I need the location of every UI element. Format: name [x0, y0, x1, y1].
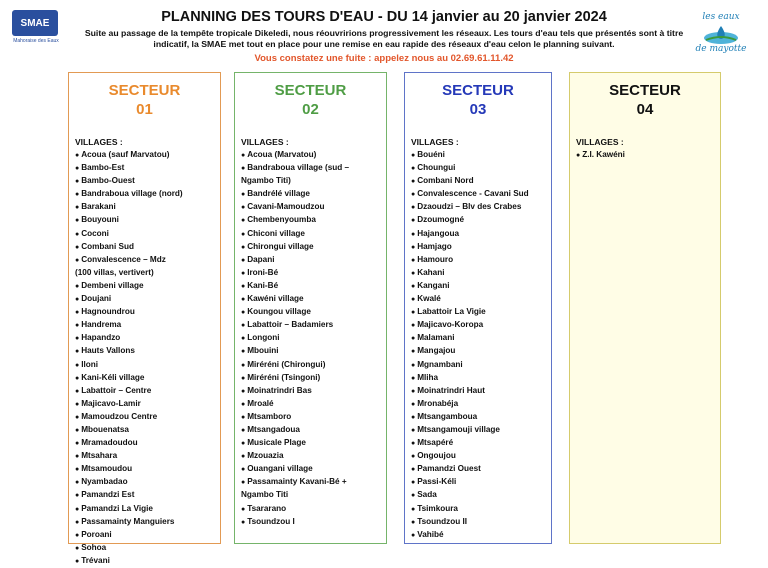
smae-logo-tagline: Mahoraise des Eaux	[13, 38, 59, 44]
village-item: ● Dembeni village	[75, 280, 220, 293]
sector-01-village-list	[69, 149, 220, 568]
village-item: ● Mgnambani	[411, 359, 551, 372]
village-item: ● Malamani	[411, 332, 551, 345]
village-item: ● Coconi	[75, 228, 220, 241]
village-item: ● Labattoir – Badamiers	[241, 319, 386, 332]
sector-04-village-list	[570, 149, 720, 162]
village-item: ● Mronabéja	[411, 398, 551, 411]
village-item: ● Mbouini	[241, 345, 386, 358]
village-item: ● Barakani	[75, 201, 220, 214]
village-item: ● Chiconi village	[241, 228, 386, 241]
intro-text: Suite au passage de la tempête tropicale Dikeledi, nous réouvririons progressivement les réseaux. Les tours d'eau tels que présentés sont à titre indicatif, la SMAE met tout en place pour une remise en eau rapide des réseaux d'eau celon le planning suivant.	[84, 28, 684, 49]
village-item: ● Ouangani village	[241, 463, 386, 476]
village-item: ● Choungui	[411, 162, 551, 175]
village-item: ● Passamainty Manguiers	[75, 516, 220, 529]
village-item: ● Mliha	[411, 372, 551, 385]
village-item: ● Hagnoundrou	[75, 306, 220, 319]
eaux-mayotte-logo-bottom: de mayotte	[695, 44, 747, 54]
sector-04-heading	[570, 81, 720, 119]
village-item: ● Chirongui village	[241, 241, 386, 254]
village-item: ● Mtsangamboua	[411, 411, 551, 424]
village-item: ● Ongoujou	[411, 450, 551, 463]
smae-logo-mark: SMAE	[12, 10, 58, 36]
village-item: ● Hapandzo	[75, 332, 220, 345]
village-item: ● Dzaoudzi – Blv des Crabes	[411, 201, 551, 214]
sector-01-heading	[69, 81, 220, 119]
sector-03-villages-label: VILLAGES :	[411, 137, 459, 147]
village-item: ● Bouéni	[411, 149, 551, 162]
village-item: ● Bandrélé village	[241, 188, 386, 201]
village-item: ● Mroalé	[241, 398, 386, 411]
water-drop-icon	[702, 24, 740, 46]
village-item: ● Moinatrindri Bas	[241, 385, 386, 398]
village-item: ● Hauts Vallons	[75, 345, 220, 358]
sector-02-heading	[235, 81, 386, 119]
leak-alert: Vous constatez une fuite : appelez nous au 02.69.61.11.42	[254, 53, 514, 64]
sector-01-number: 01	[136, 101, 153, 118]
sector-03-number: 03	[469, 101, 487, 118]
sector-02-village-list	[235, 149, 386, 529]
sector-04-label: SECTEUR	[609, 82, 681, 99]
sector-03-heading	[405, 81, 551, 119]
sector-02-panel	[234, 72, 387, 544]
village-item: ● Passi-Kéli	[411, 476, 551, 489]
sector-01-panel	[68, 72, 221, 565]
village-item: ● Vahibé	[411, 529, 551, 542]
village-item: ● Longoni	[241, 332, 386, 345]
village-item: ● Labattoir La Vigie	[411, 306, 551, 319]
village-item: ● Doujani	[75, 293, 220, 306]
village-item: ● Mtsangadoua	[241, 424, 386, 437]
village-item: ● Miréréni (Chirongui)	[241, 359, 386, 372]
village-item: ● Ironi-Bé	[241, 267, 386, 280]
village-item: Ngambo Titi	[241, 490, 289, 500]
village-item: ● Dzoumogné	[411, 214, 551, 227]
village-item: ● Combani Sud	[75, 241, 220, 254]
village-item: ● Mtsamboro	[241, 411, 386, 424]
village-item: ● Majicavo-Koropa	[411, 319, 551, 332]
village-item: ● Sohoa	[75, 542, 220, 555]
sector-02-villages-label: VILLAGES :	[241, 137, 289, 147]
village-item: ● Kwalé	[411, 293, 551, 306]
village-item: ● Pamandzi Est	[75, 489, 220, 502]
village-item: ● Mamoudzou Centre	[75, 411, 220, 424]
village-item: Ngambo Titi)	[241, 176, 291, 186]
village-item: ● Miréréni (Tsingoni)	[241, 372, 386, 385]
village-item: ● Mtsangamouji village	[411, 424, 551, 437]
village-item: ● Pamandzi Ouest	[411, 463, 551, 476]
village-item: ● Bandraboua village (sud –	[241, 162, 386, 175]
village-item: ● Iloni	[75, 359, 220, 372]
village-item: ● Trévani	[75, 555, 220, 568]
village-item: ● Musicale Plage	[241, 437, 386, 450]
village-item: ● Moinatrindri Haut	[411, 385, 551, 398]
sector-04-villages-label: VILLAGES :	[576, 137, 624, 147]
village-item: ● Acoua (Marvatou)	[241, 149, 386, 162]
village-item: ● Kani-Kéli village	[75, 372, 220, 385]
village-item: ● Tsimkoura	[411, 503, 551, 516]
village-item: ● Mzouazia	[241, 450, 386, 463]
village-item: ● Labattoir – Centre	[75, 385, 220, 398]
village-item: ● Bandraboua village (nord)	[75, 188, 220, 201]
village-item: ● Mtsapéré	[411, 437, 551, 450]
village-item: ● Sada	[411, 489, 551, 502]
village-item: ● Tsoundzou II	[411, 516, 551, 529]
village-item: ● Mbouenatsa	[75, 424, 220, 437]
sector-03-panel	[404, 72, 552, 544]
sector-04-panel	[569, 72, 721, 544]
eaux-mayotte-logo	[694, 12, 748, 54]
village-item: ● Cavani-Mamoudzou	[241, 201, 386, 214]
village-item: ● Koungou village	[241, 306, 386, 319]
eaux-mayotte-logo-top: les eaux	[702, 12, 740, 22]
village-item: ● Acoua (sauf Marvatou)	[75, 149, 220, 162]
village-item: ● Kani-Bé	[241, 280, 386, 293]
village-item: ● Kawéni village	[241, 293, 386, 306]
village-item: ● Kangani	[411, 280, 551, 293]
village-item: ● Tsoundzou I	[241, 516, 386, 529]
village-item: ● Nyambadao	[75, 476, 220, 489]
village-item: ● Mtsahara	[75, 450, 220, 463]
village-item: ● Passamainty Kavani-Bé +	[241, 476, 386, 489]
sector-03-village-list	[405, 149, 551, 542]
village-item: ● Hajangoua	[411, 228, 551, 241]
village-item: ● Pamandzi La Vigie	[75, 503, 220, 516]
village-item: ● Majicavo-Lamir	[75, 398, 220, 411]
village-item: ● Dapani	[241, 254, 386, 267]
sector-02-number: 02	[302, 101, 319, 118]
sector-03-label: SECTEUR	[442, 82, 514, 99]
village-item: ● Handrema	[75, 319, 220, 332]
village-item: ● Poroani	[75, 529, 220, 542]
village-item: ● Bouyouni	[75, 214, 220, 227]
village-item: ● Chembenyoumba	[241, 214, 386, 227]
sector-01-label: SECTEUR	[108, 82, 181, 99]
sector-02-label: SECTEUR	[274, 82, 347, 99]
village-item: ● Kahani	[411, 267, 551, 280]
sector-04-number: 04	[636, 101, 654, 118]
village-item: ● Tsararano	[241, 503, 386, 516]
village-item: ● Bambo-Ouest	[75, 175, 220, 188]
village-item: ● Mramadoudou	[75, 437, 220, 450]
village-item: ● Combani Nord	[411, 175, 551, 188]
village-item: ● Hamjago	[411, 241, 551, 254]
village-item: ● Bambo-Est	[75, 162, 220, 175]
page-title: PLANNING DES TOURS D'EAU - DU 14 janvier au 20 janvier 2024	[161, 9, 607, 25]
sector-01-villages-label: VILLAGES :	[75, 137, 123, 147]
village-item: ● Mangajou	[411, 345, 551, 358]
village-item: ● Mtsamoudou	[75, 463, 220, 476]
village-item: ● Z.I. Kawéni	[576, 149, 720, 162]
village-item: ● Convalescence - Cavani Sud	[411, 188, 551, 201]
village-item: ● Convalescence – Mdz	[75, 254, 220, 267]
village-item: (100 villas, vertivert)	[75, 267, 154, 277]
village-item: ● Hamouro	[411, 254, 551, 267]
